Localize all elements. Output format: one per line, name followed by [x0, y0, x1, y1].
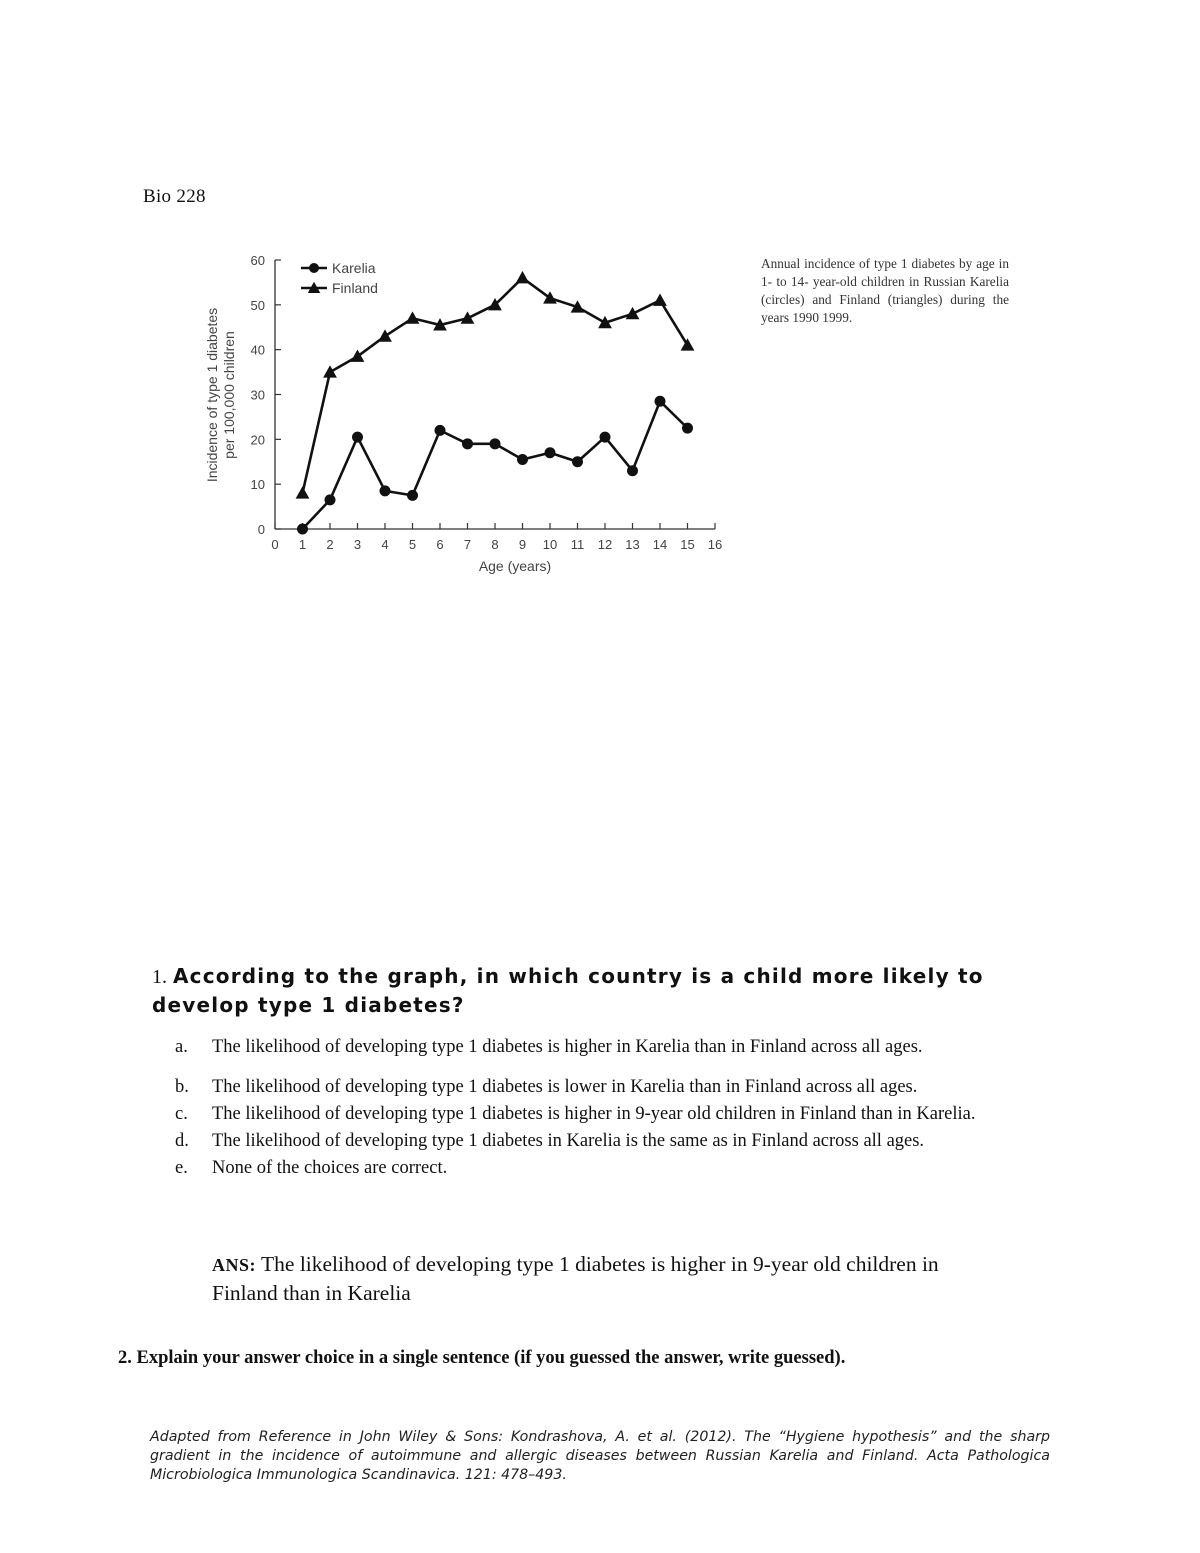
x-tick-label: 4 [381, 537, 389, 552]
karelia-point [380, 485, 391, 496]
karelia-point [490, 438, 501, 449]
karelia-point [655, 396, 666, 407]
choice-a [175, 1034, 1055, 1061]
finland-point [516, 271, 530, 283]
x-tick-label: 16 [707, 537, 723, 552]
karelia-point [627, 465, 638, 476]
x-tick-label: 13 [625, 537, 640, 552]
choice-letter: b. [175, 1077, 189, 1097]
answer-choices [175, 1034, 1055, 1182]
x-tick-label: 5 [408, 537, 417, 552]
karelia-point [462, 438, 473, 449]
karelia-point [407, 490, 418, 501]
karelia-point [352, 432, 363, 443]
karelia-point [545, 447, 556, 458]
x-axis-label: Age (years) [478, 558, 552, 574]
x-tick-label: 10 [542, 537, 558, 552]
choice-text: The likelihood of developing type 1 diabetes is higher in 9-year old children in Finland than in Karelia. [212, 1104, 976, 1124]
choice-text: The likelihood of developing type 1 diabetes is lower in Karelia than in Finland across all ages. [212, 1077, 918, 1097]
incidence-line-chart [195, 245, 735, 585]
legend-finland-label: Finland [332, 280, 378, 296]
y-tick-label: 0 [257, 522, 265, 537]
question-1-text: According to the graph, in which country is a child more likely to develop type 1 diabetes? [152, 964, 984, 1017]
karelia-point [517, 454, 528, 465]
y-tick-label: 50 [250, 297, 265, 313]
karelia-point [435, 425, 446, 436]
karelia-point [682, 423, 693, 434]
y-tick-label: 30 [250, 387, 265, 403]
citation: Adapted from Reference in John Wiley & Sons: Kondrashova, A. et al. (2012). The “Hygiene hypothesis” and the sharp gradient in the incidence of autoimmune and allergic diseases between Russian Karelia and Finland. Acta Pathologica Microbiologica Immunologica Scandinavica. 121: 478–493. [150, 1429, 1050, 1483]
x-tick-label: 12 [597, 537, 613, 552]
finland-point [653, 293, 667, 305]
finland-point [296, 486, 310, 498]
choice-b [175, 1074, 1055, 1101]
y-tick-label: 60 [250, 253, 265, 268]
answer-label: ANS: [212, 1255, 257, 1275]
x-tick-label: 8 [491, 537, 499, 552]
y-tick-label: 40 [250, 342, 265, 358]
x-tick-label: 1 [298, 537, 307, 552]
choice-c [175, 1101, 1055, 1128]
x-tick-label: 6 [436, 537, 444, 552]
choice-e [175, 1155, 1055, 1182]
legend-karelia-marker [309, 263, 319, 273]
chart-ticks [251, 253, 723, 552]
y-axis-label-line1: Incidence of type 1 diabetes [204, 307, 220, 483]
finland-point [323, 365, 337, 377]
choice-text: The likelihood of developing type 1 diabetes in Karelia is the same as in Finland across all ages. [212, 1131, 925, 1151]
choice-letter: e. [175, 1158, 188, 1178]
course-title: Bio 228 [143, 186, 206, 207]
x-tick-label: 9 [518, 537, 527, 552]
choice-letter: a. [175, 1037, 188, 1057]
x-tick-label: 2 [326, 537, 334, 552]
karelia-point [325, 494, 336, 505]
answer [212, 1250, 1002, 1307]
karelia-point [600, 432, 611, 443]
karelia-point [297, 524, 308, 535]
y-tick-label: 20 [250, 432, 265, 448]
choice-text: None of the choices are correct. [212, 1158, 448, 1178]
chart-series [296, 271, 695, 534]
karelia-point [572, 456, 583, 467]
question-1-number: 1. [152, 966, 167, 988]
finland-point [378, 329, 392, 341]
answer-text: The likelihood of developing type 1 diabetes is higher in 9-year old children in Finland than in Karelia [212, 1252, 939, 1305]
figure-caption: Annual incidence of type 1 diabetes by age in 1- to 14- year-old children in Russian Karelia (circles) and Finland (triangles) during the years 1990 1999. [761, 256, 1009, 325]
choice-d [175, 1128, 1055, 1155]
finland-point [681, 338, 695, 350]
x-tick-label: 7 [463, 537, 472, 552]
y-tick-label: 10 [250, 477, 265, 493]
finland-point [626, 307, 640, 319]
question-1 [152, 962, 1012, 1019]
y-axis-label-line2: per 100,000 children [221, 331, 237, 459]
legend-karelia-label: Karelia [332, 260, 376, 276]
question-2: 2. Explain your answer choice in a single sentence (if you guessed the answer, write guessed). [118, 1348, 846, 1368]
x-tick-label: 11 [570, 537, 585, 552]
chart-legend [301, 260, 378, 296]
finland-point [461, 311, 475, 323]
choice-letter: c. [175, 1104, 188, 1124]
choice-text: The likelihood of developing type 1 diabetes is higher in Karelia than in Finland across all ages. [212, 1037, 923, 1057]
karelia-line [303, 401, 688, 529]
x-tick-label: 3 [353, 537, 362, 552]
finland-point [406, 311, 420, 323]
x-tick-label: 0 [271, 537, 279, 552]
choice-letter: d. [175, 1131, 189, 1151]
x-tick-label: 14 [652, 537, 668, 552]
x-tick-label: 15 [680, 537, 695, 552]
